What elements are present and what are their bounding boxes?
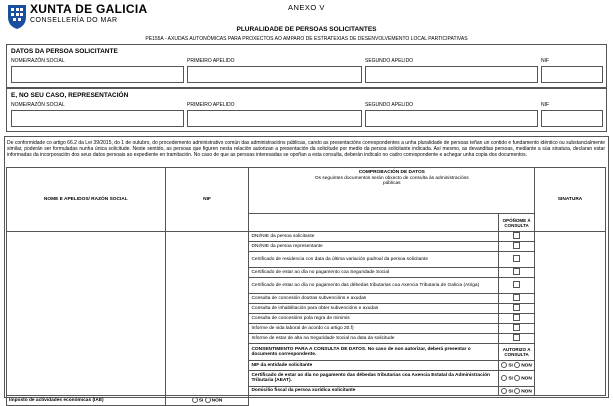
authorize-radio-group[interactable] <box>499 370 535 386</box>
rep-nif-field[interactable] <box>541 110 603 127</box>
applicant-name-field[interactable] <box>11 66 184 83</box>
radio-icon[interactable] <box>501 388 507 394</box>
rep-surname2-field[interactable] <box>365 110 538 127</box>
no-label: NON <box>521 376 532 382</box>
representative-section <box>6 88 607 132</box>
doc-item: Consulta de concesións pola regra de minimis <box>249 314 499 324</box>
authorize-radio-group[interactable] <box>499 386 535 396</box>
checkbox-icon[interactable] <box>513 294 520 301</box>
checkbox-icon[interactable] <box>513 334 520 341</box>
department-name: CONSELLERÍA DO MAR <box>30 17 118 24</box>
representative-heading: E, NO SEU CASO, REPRESENTACIÓN <box>11 92 129 99</box>
oppose-checkbox[interactable] <box>499 324 535 334</box>
no-label: NON <box>521 363 532 369</box>
consent-item: Certificado de estar ao día no pagamento das débedas tributarias coa Axencia Estatal da Administración Tributaria (AEAT). <box>249 370 499 386</box>
annex-label: ANEXO V <box>288 3 325 12</box>
radio-icon[interactable] <box>192 397 198 403</box>
checkbox-icon[interactable] <box>513 268 520 275</box>
yes-label: SI <box>198 398 204 404</box>
authorize-radio-group[interactable] <box>499 361 535 371</box>
applicant-nif-label: NIF <box>541 58 550 64</box>
doc-item: Certificado de estar ao día no pagamento das débedas tributarias coa Axencia Tributaria de Galicia (Atriga) <box>249 278 499 294</box>
rep-surname2-label: SEGUNDO APELIDO <box>365 102 414 108</box>
oppose-checkbox[interactable] <box>499 314 535 324</box>
consent-item: NIF da entidade solicitante <box>249 361 499 371</box>
nif-cell[interactable] <box>165 232 249 396</box>
checkbox-icon[interactable] <box>513 242 520 249</box>
checkbox-icon[interactable] <box>513 232 520 239</box>
applicant-heading: DATOS DA PERSOA SOLICITANTE <box>11 48 118 55</box>
doc-item: Certificado de residencia con data da última variación padroal da persoa solicitante <box>249 252 499 268</box>
oppose-checkbox[interactable] <box>499 268 535 278</box>
radio-icon[interactable] <box>205 397 211 403</box>
doc-item: DNI/NIE da persoa solicitante <box>249 232 499 242</box>
applicant-name-label: NOME/RAZÓN SOCIAL <box>11 58 65 64</box>
check-title: COMPROBACIÓN DE DATOS <box>358 170 425 175</box>
applicant-nif-field[interactable] <box>541 66 603 83</box>
rep-surname1-field[interactable] <box>187 110 362 127</box>
no-label: NON <box>521 388 532 394</box>
applicant-section <box>6 44 607 88</box>
oppose-checkbox[interactable] <box>499 252 535 268</box>
applicant-surname2-label: SEGUNDO APELIDO <box>365 58 414 64</box>
col-sign-header: SINATURA <box>535 168 606 232</box>
yes-label: SI <box>508 363 513 369</box>
applicant-surname2-field[interactable] <box>365 66 538 83</box>
col-oppose-header: OPÓÑOME Á CONSULTA <box>499 214 535 232</box>
oppose-checkbox[interactable] <box>499 242 535 252</box>
doc-item: DNI/NIE da persoa representante <box>249 242 499 252</box>
oppose-checkbox[interactable] <box>499 334 535 344</box>
checkbox-icon[interactable] <box>513 314 520 321</box>
legal-paragraph: De conformidade co artigo 66.2 da Lei 39/2015, do 1 de outubro, do procedemento administrativo común das administracións públicas, cando as presentacións correspondentes a unha pluralidade de persoas teñan un contido e fundamento idéntico ou substancialmente similar, poderán ser formuladas nunha única solicitude. Neste sentido, as persoas que figuren nesta relación autorizan a presentación da solicitude por medio da persoa solicitante indicada. Así mesmo, as devanditas persoas, mediante a súa sinatura, declaran estar informadas da incorporación dos seus datos persoais ao expediente en tramitación. No caso de que as persoas interesadas se opoñan a esta consulta, deberán indicalo no cadro correspondente e achegar unha copia dos documentos. <box>7 140 605 159</box>
name-cell[interactable] <box>7 232 166 396</box>
radio-icon[interactable] <box>501 362 507 368</box>
col-name-header: NOME E APELIDOS/ RAZÓN SOCIAL <box>7 168 166 232</box>
consent-text: CONSENTIMENTO PARA A CONSULTA DE DATOS. No caso de non autorizar, deberá presentar o documento correspondente. <box>249 344 499 361</box>
oppose-checkbox[interactable] <box>499 278 535 294</box>
applicant-surname1-field[interactable] <box>187 66 362 83</box>
rep-name-label: NOME/RAZÓN SOCIAL <box>11 102 65 108</box>
check-subtitle: Os seguintes documentos serán obxecto de consulta ás administracións públicas <box>314 176 469 186</box>
page-title: PLURALIDADE DE PERSOAS SOLICITANTES <box>236 26 377 33</box>
doc-item: Consulta de inhabilitación para obter subvencións e axudas <box>249 304 499 314</box>
oppose-checkbox[interactable] <box>499 304 535 314</box>
col-check-header <box>249 168 535 214</box>
radio-icon[interactable] <box>514 375 520 381</box>
col-nif-header: NIF <box>165 168 249 232</box>
yes-label: SI <box>508 388 513 394</box>
checkbox-icon[interactable] <box>513 324 520 331</box>
radio-icon[interactable] <box>514 362 520 368</box>
doc-item: Certificado de estar ao día no pagamento coa Seguridade Social <box>249 268 499 278</box>
oppose-checkbox[interactable] <box>499 232 535 242</box>
applicant-surname1-label: PRIMEIRO APELIDO <box>187 58 235 64</box>
checkbox-icon[interactable] <box>513 255 520 262</box>
doc-item: Informe de vida laboral de acordo co artigo 20.f) <box>249 324 499 334</box>
doc-item: Consulta de concesión doutras subvencións e axudas <box>249 294 499 304</box>
rep-name-field[interactable] <box>11 110 184 127</box>
consent-item: Domicilio fiscal da persoa xurídica solicitante <box>249 386 499 396</box>
checkbox-icon[interactable] <box>513 281 520 288</box>
check-spacer <box>249 214 499 232</box>
oppose-checkbox[interactable] <box>499 294 535 304</box>
checkbox-icon[interactable] <box>513 304 520 311</box>
no-label: NON <box>211 398 223 404</box>
applicants-table <box>6 167 606 406</box>
col-authorize-header: AUTORIZO A CONSULTA <box>499 344 535 361</box>
radio-icon[interactable] <box>501 375 507 381</box>
radio-icon[interactable] <box>514 388 520 394</box>
doc-item: Informe de estar de alta na Seguridade Social na data da solicitude <box>249 334 499 344</box>
rep-nif-label: NIF <box>541 102 550 108</box>
org-name: XUNTA DE GALICIA <box>30 2 148 16</box>
rep-surname1-label: PRIMEIRO APELIDO <box>187 102 235 108</box>
procedure-code: PE155A - AXUDAS AUTONÓMICAS PARA PROXECTOS AO AMPARO DE ESTRATEXIAS DE DESENVOLVEMENTO LOCAL PARTICIPATIVAS <box>145 36 468 42</box>
consent-item: Imposto de actividades económicas (IAE) <box>7 396 166 406</box>
signature-cell[interactable] <box>535 232 606 396</box>
yes-label: SI <box>508 376 513 382</box>
authorize-radio-group[interactable] <box>165 396 249 406</box>
